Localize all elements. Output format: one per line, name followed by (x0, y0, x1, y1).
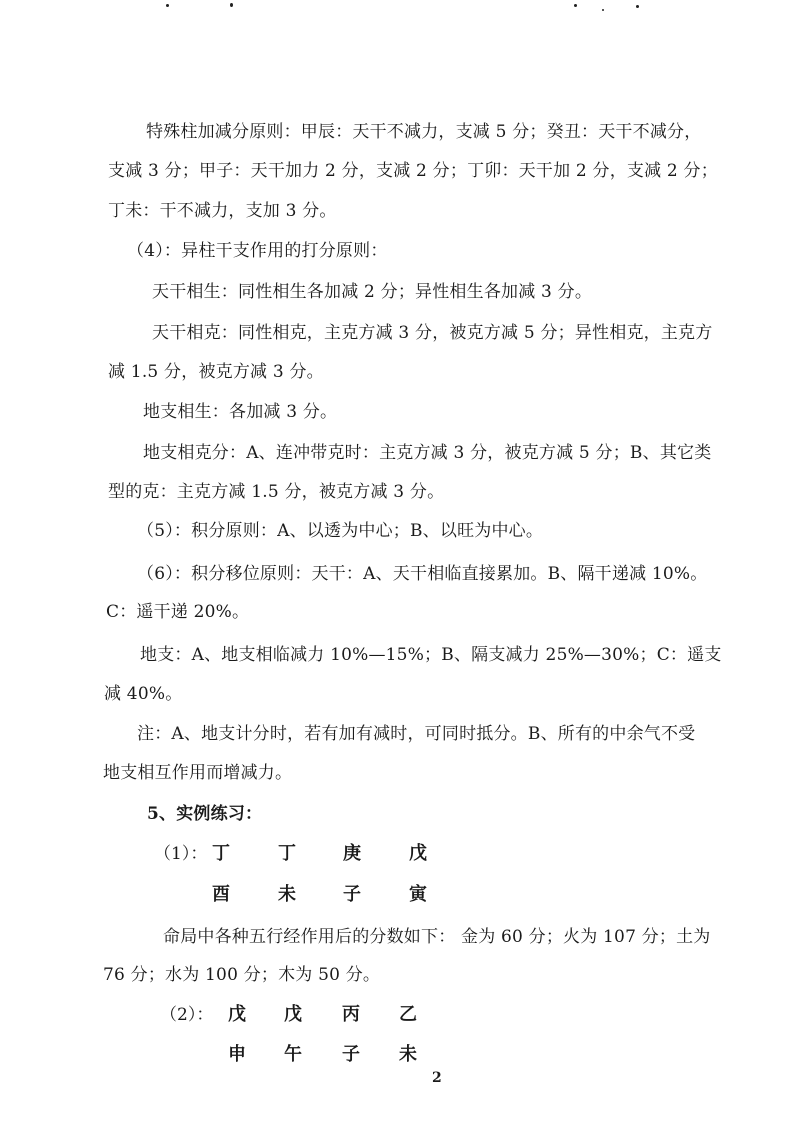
paragraph-stem-generate: 天干相生：同性相生各加减 2 分；异性相生各加减 3 分。 (152, 282, 593, 302)
paragraph-branch-restrain-line-1: 地支相克分：A、连冲带克时：主克方减 3 分，被克方减 5 分；B、其它类 (143, 443, 712, 463)
example-1-stem: 丁 (212, 843, 230, 864)
note-line-2: 地支相互作用而增减力。 (103, 763, 293, 783)
note-line-1: 注：A、地支计分时，若有加有减时，可同时抵分。B、所有的中余气不受 (137, 724, 696, 744)
paragraph-special-pillar-line-3: 丁未：干不减力，支加 3 分。 (108, 201, 337, 221)
scan-speck (230, 3, 233, 7)
example-2-label: （2）： (160, 1005, 214, 1025)
section-heading-examples: 5、实例练习： (147, 804, 263, 824)
scan-speck (636, 5, 639, 8)
paragraph-special-pillar-line-1: 特殊柱加减分原则：甲辰：天干不减力，支减 5 分；癸丑：天干不减分， (146, 122, 702, 142)
example-1-stem: 丁 (278, 843, 296, 864)
example-1-branch: 未 (278, 884, 296, 905)
paragraph-special-pillar-line-2: 支减 3 分；甲子：天干加力 2 分，支减 2 分；丁卯：天干加 2 分，支减 2 分； (108, 161, 718, 181)
example-2-branch: 午 (284, 1044, 302, 1065)
example-1-stem: 戊 (409, 843, 427, 864)
paragraph-branch-generate: 地支相生：各加减 3 分。 (143, 402, 338, 422)
section-heading-4: （4）：异柱干支作用的打分原则： (127, 241, 388, 261)
example-1-score-line-2: 76 分；水为 100 分；木为 50 分。 (103, 965, 381, 985)
scan-speck (166, 4, 169, 7)
section-heading-6-line-1: （6）：积分移位原则：天干：A、天干相临直接累加。B、隔干递减 10%。 (137, 564, 708, 584)
scan-speck (602, 9, 604, 11)
example-2-branch: 未 (399, 1044, 417, 1065)
paragraph-branch-restrain-line-2: 型的克：主克方减 1.5 分，被克方减 3 分。 (108, 482, 445, 502)
scan-speck (574, 4, 577, 7)
example-2-stem: 丙 (342, 1004, 360, 1025)
paragraph-stem-restrain-line-2: 减 1.5 分，被克方减 3 分。 (108, 362, 324, 382)
example-1-branch: 子 (343, 884, 361, 905)
example-1-stem: 庚 (343, 843, 361, 864)
example-2-branch: 申 (228, 1044, 246, 1065)
paragraph-stem-restrain-line-1: 天干相克：同性相克，主克方减 3 分，被克方减 5 分；异性相克，主克方 (152, 323, 713, 343)
section-heading-6-line-2: C：遥干递 20%。 (106, 602, 250, 622)
example-2-stem: 戊 (284, 1004, 302, 1025)
paragraph-branch-shift-line-2: 减 40%。 (104, 684, 183, 704)
page-number: 2 (432, 1070, 442, 1086)
example-2-branch: 子 (342, 1044, 360, 1065)
example-1-label: （1）： (154, 844, 208, 864)
example-2-stem: 戊 (228, 1004, 246, 1025)
example-1-branch: 酉 (212, 884, 230, 905)
section-heading-5: （5）：积分原则：A、以透为中心；B、以旺为中心。 (137, 521, 544, 541)
example-2-stem: 乙 (399, 1004, 417, 1025)
example-1-score-line-1: 命局中各种五行经作用后的分数如下： 金为 60 分；火为 107 分；土为 (163, 927, 711, 947)
example-1-branch: 寅 (409, 884, 427, 905)
paragraph-branch-shift-line-1: 地支：A、地支相临减力 10%—15%；B、隔支减力 25%—30%；C：遥支 (140, 645, 722, 665)
